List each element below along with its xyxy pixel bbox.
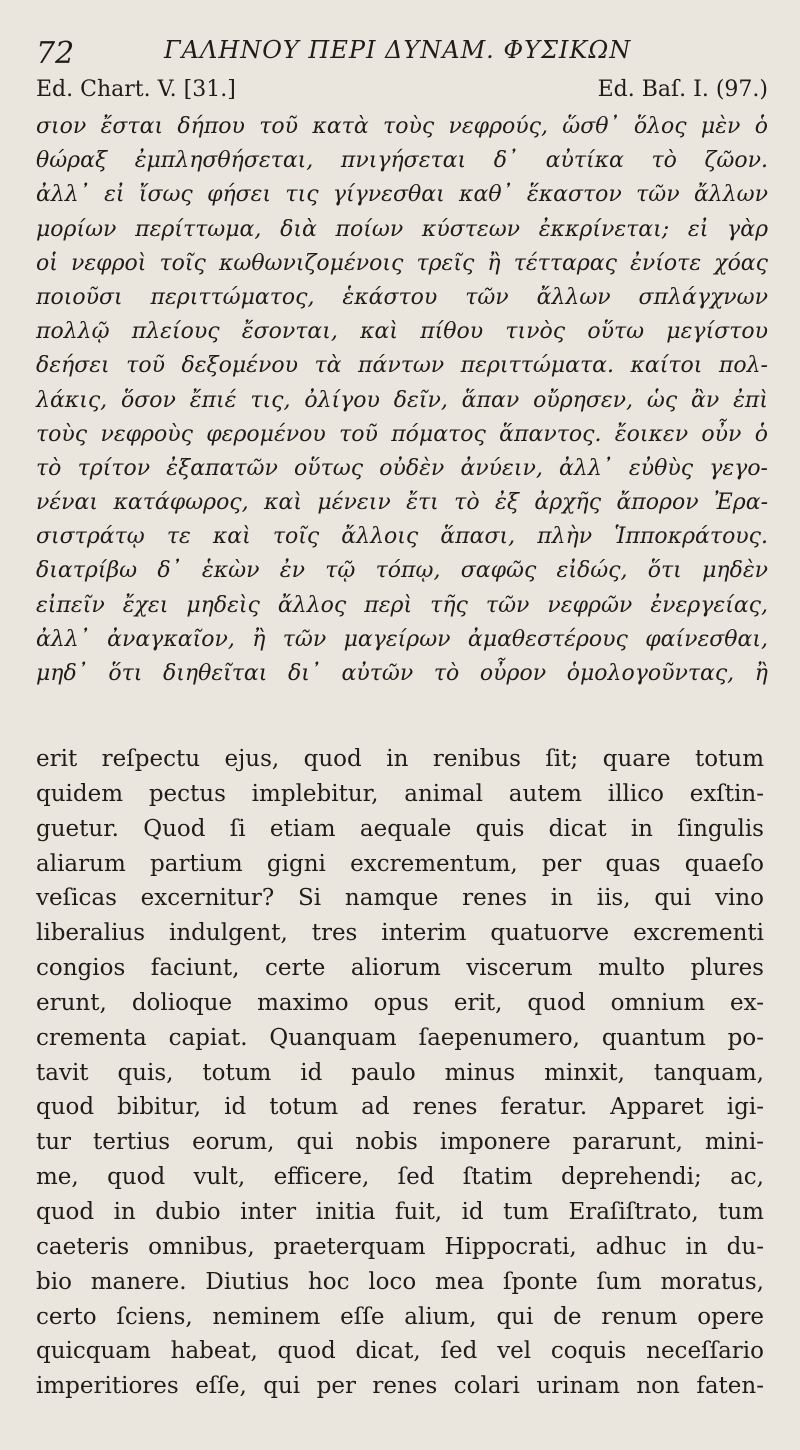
greek-line: τὸ τρίτον ἐξαπατῶν οὕτως οὐδὲν ἀνύειν, ἀλλ᾽ εὐθὺς γεγο- [36, 455, 768, 481]
greek-line: θώραξ ἐμπλησθήσεται, πνιγήσεται δ᾽ αὐτίκα τὸ ζῶον. [36, 148, 768, 174]
greek-line: δεήσει τοῦ δεξομένου τὰ πάντων περιττώματα. καίτοι πολ- [36, 353, 768, 379]
latin-line: erit reſpectu ejus, quod in renibus ſit; quare totum [36, 746, 764, 772]
latin-line: quod bibitur, id totum ad renes feratur. Apparet igi- [36, 1094, 764, 1121]
latin-line: caeteris omnibus, praeterquam Hippocrati, adhuc in du- [36, 1233, 764, 1260]
latin-line: me, quod vult, efficere, ſed ſtatim deprehendi; ac, [36, 1164, 764, 1191]
greek-line: σιστράτῳ τε καὶ τοῖς ἄλλοις ἅπασι, πλὴν Ἱπποκράτους. [36, 524, 768, 550]
latin-line: liberalius indulgent, tres interim quatuorve excrementi [36, 920, 764, 947]
latin-line: guetur. Quod ſi etiam aequale quis dicat in ſingulis [36, 815, 764, 842]
latin-line: quidem pectus implebitur, animal autem illico exſtin- [36, 780, 764, 807]
latin-line: aliarum partium gigni excrementum, per quas quaeſo [36, 850, 764, 877]
greek-line: σιον ἔσται δήπου τοῦ κατὰ τοὺς νεφρούς, ὥσθ᾽ ὅλος μὲν ὁ [36, 114, 768, 139]
greek-line: ἀλλ᾽ εἰ ἴσως φήσει τις γίγνεσθαι καθ᾽ ἕκαστον τῶν ἄλλων [36, 182, 768, 208]
latin-line: bio manere. Diutius hoc loco mea ſponte ſum moratus, [36, 1268, 764, 1295]
greek-text [36, 110, 768, 691]
greek-line: μορίων περίττωμα, διὰ ποίων κύστεων ἐκκρίνεται; εἰ γὰρ [36, 216, 768, 242]
latin-line: quicquam habeat, quod dicat, ſed vel coquis neceſſario [36, 1338, 764, 1365]
greek-line: οἱ νεφροὶ τοῖς κωθωνιζομένοις τρεῖς ἢ τέτταρας ἐνίοτε χόας [36, 250, 768, 276]
edition-chart-reference: Ed. Chart. V. [31.] [36, 77, 236, 102]
latin-line: erunt, dolioque maximo opus erit, quod omnium ex- [36, 989, 764, 1016]
greek-line: ἀλλ᾽ ἀναγκαῖον, ἢ τῶν μαγείρων ἀμαθεστέρους φαίνεσθαι, [36, 626, 768, 652]
latin-line: tur tertius eorum, qui nobis imponere pararunt, mini- [36, 1129, 764, 1156]
latin-line: crementa capiat. Quanquam ſaepenumero, quantum po- [36, 1024, 764, 1051]
edition-basel-reference: Ed. Baſ. I. (97.) [597, 77, 768, 102]
running-head [36, 28, 766, 71]
greek-line: διατρίβω δ᾽ ἑκὼν ἐν τῷ τόπῳ, σαφῶς εἰδώς, ὅτι μηδὲν [36, 558, 768, 584]
greek-line: πολλῷ πλείους ἔσονται, καὶ πίθου τινὸς οὕτω μεγίστου [36, 319, 768, 345]
greek-line: ποιοῦσι περιττώματος, ἑκάστου τῶν ἄλλων σπλάγχνων [36, 284, 768, 310]
latin-line: quod in dubio inter initia fuit, id tum Eraſiſtrato, tum [36, 1198, 764, 1225]
running-title: ΓΑΛΗΝΟΥ ΠΕΡΙ ΔΥΝΑΜ. ΦΥΣΙΚΩΝ [164, 36, 632, 64]
page-number: 72 [36, 36, 75, 71]
latin-text [36, 742, 764, 1404]
greek-line: λάκις, ὅσον ἔπιέ τις, ὀλίγου δεῖν, ἅπαν οὔρησεν, ὡς ἂν ἐπὶ [36, 387, 768, 413]
latin-line: imperitiores eſſe, qui per renes colari urinam non faten- [36, 1373, 764, 1400]
latin-line: certo ſciens, neminem eſſe alium, qui de renum opere [36, 1303, 764, 1330]
latin-line: tavit quis, totum id paulo minus minxit, tanquam, [36, 1059, 764, 1086]
edition-references [36, 77, 768, 111]
greek-line: μηδ᾽ ὅτι διηθεῖται δι᾽ αὐτῶν τὸ οὖρον ὁμολογοῦντας, ἢ [36, 661, 768, 686]
greek-line: τοὺς νεφροὺς φερομένου τοῦ πόματος ἅπαντος. ἔοικεν οὖν ὁ [36, 421, 768, 447]
greek-line: νέναι κατάφωρος, καὶ μένειν ἔτι τὸ ἐξ ἀρχῆς ἄπορον Ἐρα- [36, 490, 768, 516]
latin-line: veſicas excernitur? Si namque renes in iis, qui vino [36, 885, 764, 912]
latin-line: congios faciunt, certe aliorum viscerum multo plures [36, 955, 764, 982]
greek-line: εἰπεῖν ἔχει μηδεὶς ἄλλος περὶ τῆς τῶν νεφρῶν ἐνεργείας, [36, 592, 768, 618]
